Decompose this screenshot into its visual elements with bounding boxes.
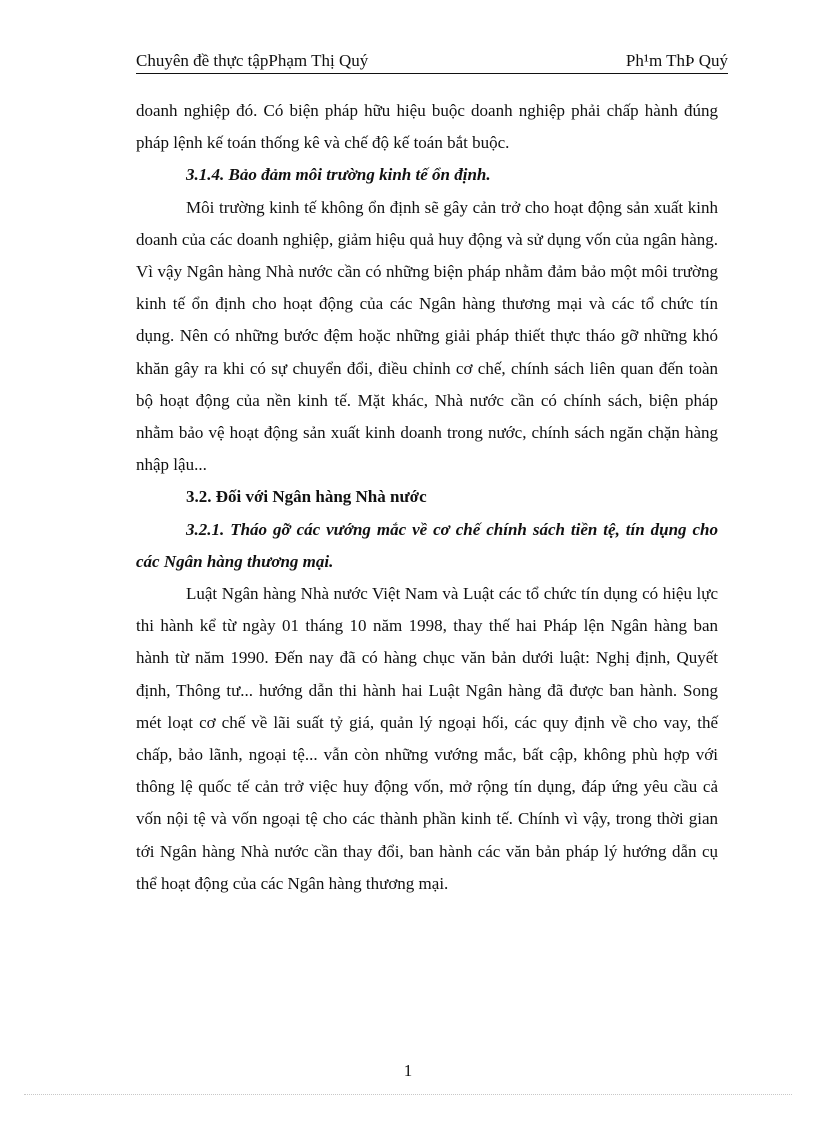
paragraph-economic-environment: Môi trường kinh tế không ổn định sẽ gây cản trở cho hoạt động sản xuất kinh doanh của các doanh nghiệp, giảm hiệu quả huy động và sử dụng vốn của ngân hàng. Vì vậy Ngân hàng Nhà nước cần có những biện pháp nhằm đảm bảo một môi trường kinh tế ổn định cho hoạt động của các Ngân hàng thương mại và các tổ chức tín dụng. Nên có những bước đệm hoặc những giải pháp thiết thực tháo gỡ những khó khăn gây ra khi có sự chuyển đổi, điều chỉnh cơ chế, chính sách liên quan đến toàn bộ hoạt động của nền kinh tế. Mặt khác, Nhà nước cần có chính sách, biện pháp nhằm bảo vệ hoạt động sản xuất kinh doanh trong nước, chính sách ngăn chặn hàng nhập lậu... <box>136 197 718 475</box>
paragraph-banking-law: Luật Ngân hàng Nhà nước Việt Nam và Luật các tổ chức tín dụng có hiệu lực thi hành kể từ ngày 01 tháng 10 năm 1998, thay thế hai Pháp lện Ngân hàng ban hành từ năm 1990. Đến nay đã có hàng chục văn bản dưới luật: Nghị định, Quyết định, Thông tư... hướng dẫn thi hành hai Luật Ngân hàng đã được ban hành. Song mét loạt cơ chế về lãi suất tỷ giá, quản lý ngoại hối, các quy định về cho vay, thế chấp, bảo lãnh, ngoại tệ... vẫn còn những vướng mắc, bất cập, không phù hợp với thông lệ quốc tế cản trở việc huy động vốn, mở rộng tín dụng, đáp ứng yêu cầu cả vốn nội tệ và vốn ngoại tệ cho các thành phần kinh tế. Chính vì vậy, trong thời gian tới Ngân hàng Nhà nước cần thay đổi, ban hành các văn bản pháp lý hướng dẫn cụ thể hoạt động của các Ngân hàng thương mại. <box>136 584 718 893</box>
header-left-text: Chuyên đề thực tậpPhạm Thị Quý <box>136 51 369 70</box>
header-right-text: Ph¹m ThÞ Quý <box>625 51 728 70</box>
paragraph-continuation: doanh nghiệp đó. Có biện pháp hữu hiệu buộc doanh nghiệp phải chấp hành đúng pháp lệnh kế toán thống kê và chế độ kế toán bắt buộc. <box>136 101 718 153</box>
page-header <box>136 50 728 72</box>
page-number: 1 <box>403 1061 413 1080</box>
page-bottom-divider <box>24 1094 792 1095</box>
section-heading-3-2-1: 3.2.1. Tháo gỡ các vướng mắc về cơ chế chính sách tiền tệ, tín dụng cho các Ngân hàng thương mại. <box>136 519 718 571</box>
document-body <box>136 95 718 900</box>
header-divider <box>136 73 728 74</box>
section-heading-3-2: 3.2. Đối với Ngân hàng Nhà nước <box>186 487 427 507</box>
section-heading-3-1-4: 3.1.4. Bảo đảm môi trường kinh tế ổn định. <box>186 165 491 185</box>
